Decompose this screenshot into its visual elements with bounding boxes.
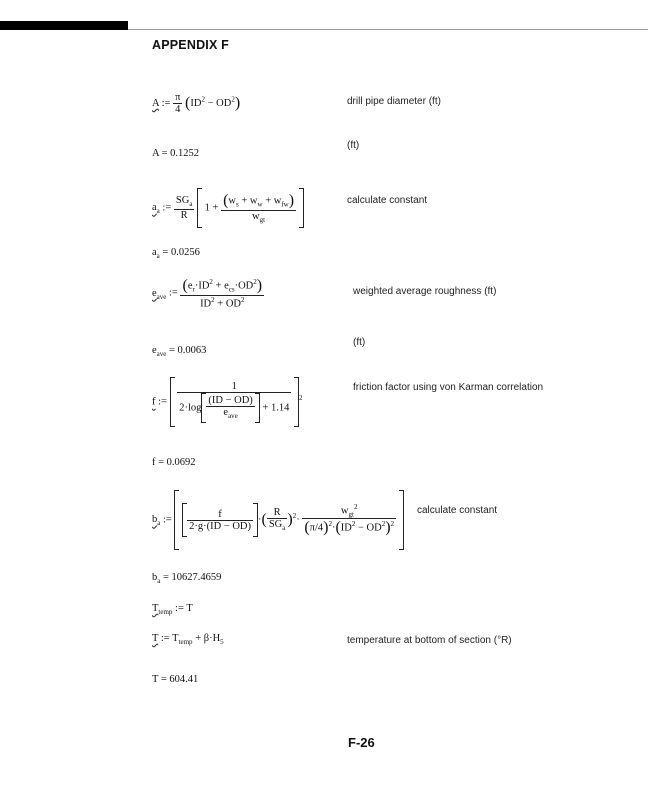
equation-constant-a: $a_a$ := $\frac{SG_a}{R}$ 1 + $\frac{(w_s + w_w + w_{fw})}{w_{gt}}$ (152, 188, 304, 228)
appendix-heading: APPENDIX F (152, 38, 230, 52)
result-a-value: = 0.0256 (159, 247, 200, 258)
equation-constant-b: $b_a$ := $\frac{f}{2\cdot g\cdot(ID - OD)}$ ·( $\frac{R}{SG_a}$ )$^2$· $\frac{w_{gt}^2}{(\pi/4)^2\cdot(ID^2 - OD^2)^2}$ (152, 490, 404, 550)
result-area: A = 0.1252 (152, 148, 200, 159)
result-b-value: = 10627.4659 (160, 572, 222, 583)
result-e-symbol: e (152, 345, 157, 356)
description-temperature: temperature at bottom of section (°R) (347, 635, 512, 646)
result-a-symbol: a (152, 247, 157, 258)
result-b-symbol: b (152, 572, 158, 583)
result-constant-a (152, 247, 200, 260)
header-bar (0, 21, 128, 30)
description-friction: friction factor using von Karman correlation (353, 382, 544, 393)
header-rule (128, 29, 648, 30)
description-ft-1: (ft) (347, 140, 360, 151)
description-ft-2: (ft) (353, 337, 366, 348)
equation-temp-assign: $T_{temp}$ := T (152, 603, 193, 617)
page-number: F-26 (348, 735, 375, 750)
description-calc-constant-1: calculate constant (347, 195, 428, 206)
equation-temperature: T := $T_{temp} + \beta\cdot H_5$ (152, 633, 224, 647)
result-b-subscript: a (157, 577, 161, 586)
description-drill-pipe: drill pipe diameter (ft) (347, 96, 441, 107)
result-a-subscript: a (156, 252, 160, 261)
result-roughness (152, 345, 206, 358)
result-e-subscript: ave (156, 350, 167, 359)
equation-friction: f := 1 2·log $\frac{(ID - OD)}{e_{ave}}$ + 1.14 $^2$ (152, 377, 302, 427)
result-constant-b (152, 572, 221, 585)
result-temperature: T = 604.41 (152, 674, 199, 685)
equation-roughness: $e_{ave}$ := $\frac{(e_r\cdot ID^2 + e_{cs}\cdot OD^2)}{ID^2 + OD^2}$ (152, 277, 263, 310)
description-roughness: weighted average roughness (ft) (353, 286, 497, 297)
result-e-value: = 0.0063 (166, 345, 207, 356)
result-friction: f = 0.0692 (152, 457, 196, 468)
description-calc-constant-2: calculate constant (417, 505, 498, 516)
equation-area: A := $\frac{\pi}{4}$ $(ID^2 - OD^2)$ (152, 92, 241, 115)
